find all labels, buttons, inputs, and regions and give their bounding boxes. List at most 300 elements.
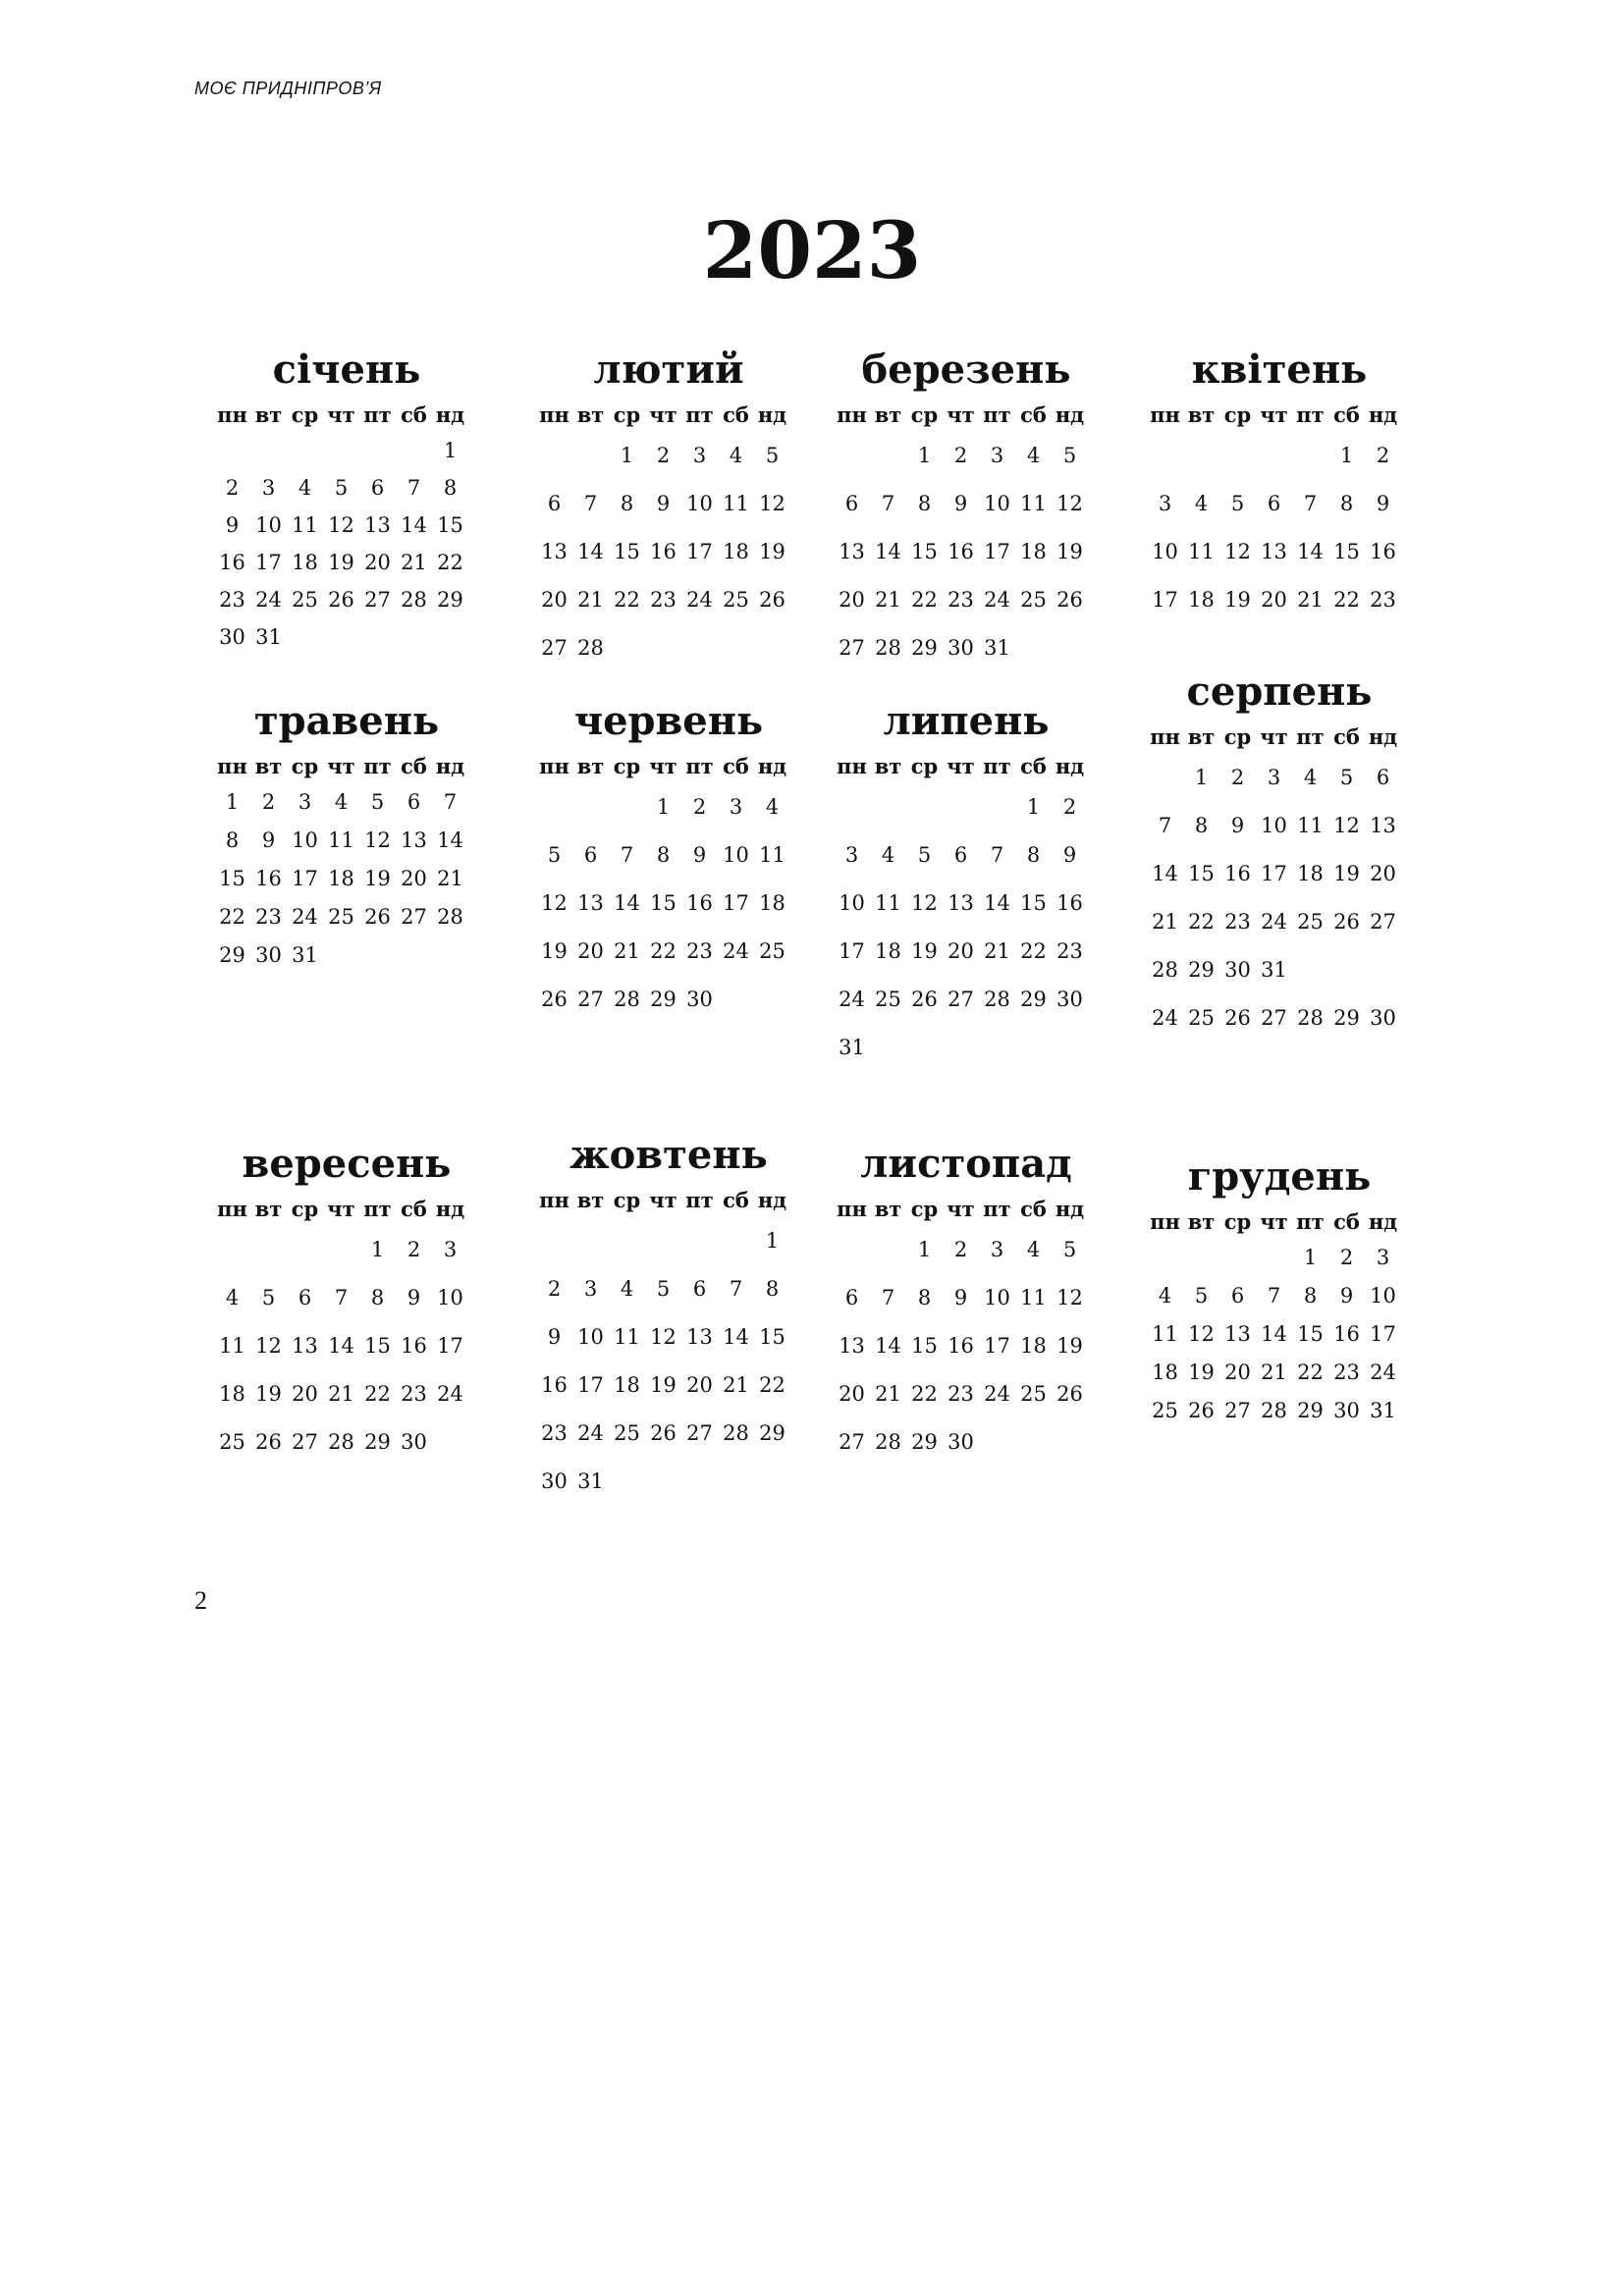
weekday-label: нд: [1055, 1197, 1085, 1221]
day-cell: 9: [1230, 814, 1245, 837]
weekday-label: нд: [757, 754, 787, 778]
day-cell: 29: [1020, 988, 1047, 1011]
day-cell: 30: [686, 988, 713, 1011]
month-7: [1147, 664, 1412, 1042]
weekday-label: сб: [1020, 754, 1047, 778]
day-cell: [1256, 432, 1292, 480]
day-cell: 13: [577, 891, 604, 915]
month-name: вересень: [242, 1141, 452, 1187]
weekday-header-row: [834, 750, 1099, 783]
day-cell: 8: [620, 492, 634, 515]
day-cell: 25: [292, 588, 318, 612]
week-row: [1147, 802, 1412, 850]
day-cell: 16: [947, 1334, 974, 1358]
weekday-label: ср: [910, 402, 939, 427]
day-cell: 11: [328, 828, 354, 852]
day-cell: [323, 618, 359, 656]
day-cell: 3: [443, 1238, 458, 1261]
day-cell: 13: [541, 540, 568, 563]
day-cell: 2: [1339, 1246, 1354, 1269]
day-cell: 2: [656, 444, 671, 467]
day-cell: 21: [437, 867, 463, 890]
weekday-label: пт: [685, 1188, 714, 1212]
day-cell: 3: [729, 795, 743, 819]
day-cell: 23: [1333, 1361, 1360, 1384]
day-cell: 16: [947, 540, 974, 563]
day-cell: 7: [1158, 814, 1172, 837]
day-cell: 21: [577, 588, 604, 612]
day-cell: 3: [990, 444, 1004, 467]
day-cell: 4: [1026, 444, 1041, 467]
weekday-header-row: [1147, 399, 1412, 432]
day-cell: 11: [875, 891, 901, 915]
day-cell: 20: [686, 1373, 713, 1397]
day-cell: 22: [1188, 910, 1215, 934]
weekday-label: чт: [649, 754, 677, 778]
day-cell: 4: [765, 795, 780, 819]
week-row: [1147, 946, 1412, 994]
day-cell: 16: [650, 540, 677, 563]
weekday-label: ср: [613, 754, 641, 778]
day-cell: 24: [839, 988, 865, 1011]
weekday-label: сб: [1333, 402, 1360, 427]
month-name: листопад: [860, 1141, 1072, 1187]
day-cell: 23: [947, 1382, 974, 1406]
day-cell: [1015, 1418, 1052, 1467]
weekday-label: вт: [1187, 724, 1216, 749]
weekday-label: нд: [1368, 402, 1398, 427]
day-cell: 2: [1230, 766, 1245, 789]
day-cell: 22: [650, 939, 677, 963]
day-cell: [359, 936, 396, 975]
week-row: [536, 880, 801, 928]
week-row: [1147, 1239, 1412, 1277]
day-cell: 1: [1026, 795, 1041, 819]
day-cell: [609, 1458, 645, 1506]
day-cell: 9: [656, 492, 671, 515]
day-cell: 19: [650, 1373, 677, 1397]
day-cell: 14: [723, 1325, 749, 1349]
day-cell: 11: [1188, 540, 1215, 563]
week-row: [834, 1024, 1099, 1072]
day-cell: 30: [1056, 988, 1083, 1011]
day-cell: [359, 432, 396, 469]
day-cell: 18: [1020, 1334, 1047, 1358]
day-cell: 11: [292, 513, 318, 537]
day-cell: 23: [219, 588, 245, 612]
day-cell: 29: [911, 636, 938, 660]
month-2: [834, 342, 1099, 672]
day-cell: 13: [839, 1334, 865, 1358]
weekday-label: пт: [1296, 724, 1325, 749]
day-cell: 10: [984, 492, 1010, 515]
week-row: [1147, 898, 1412, 946]
month-name: травень: [253, 698, 440, 744]
week-row: [214, 936, 479, 975]
day-cell: 6: [844, 1286, 859, 1309]
weekday-label: пн: [539, 402, 569, 427]
day-cell: 5: [334, 476, 349, 500]
day-cell: [1219, 1239, 1256, 1277]
day-cell: 1: [1339, 444, 1354, 467]
day-cell: 25: [219, 1430, 245, 1454]
week-row: [214, 432, 479, 469]
day-cell: 22: [219, 905, 245, 929]
day-cell: 7: [881, 1286, 895, 1309]
day-cell: 20: [1224, 1361, 1251, 1384]
day-cell: 6: [1230, 1284, 1245, 1308]
week-row: [834, 432, 1099, 480]
weekday-header-row: [214, 1193, 479, 1226]
day-cell: 26: [1333, 910, 1360, 934]
day-cell: 6: [370, 476, 385, 500]
week-row: [536, 624, 801, 672]
weekday-label: вт: [874, 402, 902, 427]
day-cell: [572, 432, 609, 480]
day-cell: 18: [292, 551, 318, 574]
day-cell: [754, 1458, 790, 1506]
weekday-header-row: [536, 750, 801, 783]
day-cell: 7: [881, 492, 895, 515]
day-cell: 8: [1026, 843, 1041, 867]
day-cell: 31: [839, 1036, 865, 1059]
weekday-label: пт: [363, 1197, 392, 1221]
weekday-label: пт: [983, 754, 1011, 778]
day-cell: 17: [1261, 862, 1287, 885]
weekday-label: чт: [947, 402, 975, 427]
day-cell: 28: [577, 636, 604, 660]
day-cell: 6: [1376, 766, 1390, 789]
day-cell: 14: [1152, 862, 1178, 885]
day-cell: 6: [844, 492, 859, 515]
day-cell: 30: [947, 636, 974, 660]
month-name: березень: [861, 347, 1071, 393]
weekday-label: сб: [1020, 402, 1047, 427]
day-cell: 25: [328, 905, 354, 929]
week-row: [1147, 480, 1412, 528]
weekday-label: вт: [254, 1197, 283, 1221]
day-cell: 28: [328, 1430, 354, 1454]
week-row: [214, 1418, 479, 1467]
day-cell: 9: [692, 843, 707, 867]
day-cell: 5: [656, 1277, 671, 1301]
day-cell: 8: [443, 476, 458, 500]
week-row: [536, 831, 801, 880]
weekday-label: чт: [1260, 724, 1288, 749]
day-cell: 22: [437, 551, 463, 574]
day-cell: 12: [364, 828, 391, 852]
weekday-label: ср: [291, 754, 319, 778]
month-name: червень: [573, 698, 764, 744]
week-row: [1147, 1277, 1412, 1315]
day-cell: 21: [875, 1382, 901, 1406]
month-3: [1147, 342, 1412, 624]
weekday-label: нд: [1368, 1209, 1398, 1234]
week-row: [834, 976, 1099, 1024]
weekday-label: вт: [874, 1197, 902, 1221]
week-row: [834, 624, 1099, 672]
day-cell: 31: [577, 1469, 604, 1493]
day-cell: 5: [1062, 444, 1077, 467]
day-cell: 23: [650, 588, 677, 612]
day-cell: 8: [917, 492, 932, 515]
weekday-label: вт: [576, 1188, 605, 1212]
weekday-label: ср: [910, 1197, 939, 1221]
day-cell: 27: [364, 588, 391, 612]
day-cell: 28: [875, 1430, 901, 1454]
week-row: [536, 783, 801, 831]
day-cell: 3: [1376, 1246, 1390, 1269]
day-cell: 26: [911, 988, 938, 1011]
month-4: [214, 693, 479, 975]
day-cell: 12: [650, 1325, 677, 1349]
month-1: [536, 342, 801, 672]
weekday-label: пн: [1150, 724, 1180, 749]
day-cell: 3: [1267, 766, 1281, 789]
weekday-header-row: [1147, 1205, 1412, 1239]
day-cell: 4: [1026, 1238, 1041, 1261]
day-cell: 26: [541, 988, 568, 1011]
day-cell: 11: [759, 843, 785, 867]
week-row: [214, 822, 479, 860]
month-name: квітень: [1191, 347, 1368, 393]
day-cell: 27: [577, 988, 604, 1011]
day-cell: [1015, 1024, 1052, 1072]
day-cell: 15: [1297, 1322, 1324, 1346]
day-cell: 7: [334, 1286, 349, 1309]
day-cell: 10: [984, 1286, 1010, 1309]
day-cell: 6: [406, 790, 421, 814]
day-cell: 16: [1224, 862, 1251, 885]
day-cell: 14: [984, 891, 1010, 915]
day-cell: 25: [1020, 588, 1047, 612]
weekday-label: пн: [217, 754, 247, 778]
weekday-label: ср: [910, 754, 939, 778]
day-cell: 12: [1056, 492, 1083, 515]
day-cell: 1: [1303, 1246, 1318, 1269]
day-cell: 13: [401, 828, 427, 852]
day-cell: [250, 1226, 287, 1274]
day-cell: 11: [1297, 814, 1324, 837]
day-cell: [979, 1024, 1015, 1072]
day-cell: [681, 1217, 718, 1265]
day-cell: 28: [401, 588, 427, 612]
day-cell: 29: [1333, 1006, 1360, 1030]
day-cell: 18: [219, 1382, 245, 1406]
day-cell: 11: [219, 1334, 245, 1358]
day-cell: [906, 783, 943, 831]
weekday-label: пт: [363, 754, 392, 778]
day-cell: 20: [292, 1382, 318, 1406]
day-cell: 27: [839, 636, 865, 660]
week-row: [1147, 754, 1412, 802]
day-cell: 17: [1152, 588, 1178, 612]
day-cell: [1328, 946, 1365, 994]
day-cell: [1052, 624, 1088, 672]
day-cell: 23: [255, 905, 282, 929]
day-cell: 17: [686, 540, 713, 563]
day-cell: 14: [1261, 1322, 1287, 1346]
day-cell: 12: [759, 492, 785, 515]
week-row: [536, 1217, 801, 1265]
day-cell: 10: [686, 492, 713, 515]
day-cell: 19: [541, 939, 568, 963]
weekday-label: пн: [837, 1197, 867, 1221]
day-cell: 30: [1370, 1006, 1396, 1030]
weekday-label: чт: [327, 754, 355, 778]
day-cell: 22: [1333, 588, 1360, 612]
weekday-label: нд: [435, 754, 465, 778]
day-cell: 5: [547, 843, 562, 867]
day-cell: 14: [875, 540, 901, 563]
day-cell: [979, 1418, 1015, 1467]
day-cell: 11: [614, 1325, 640, 1349]
day-cell: 19: [328, 551, 354, 574]
week-row: [214, 469, 479, 507]
day-cell: [1183, 1239, 1219, 1277]
day-cell: 31: [1370, 1399, 1396, 1422]
weekday-label: ср: [1223, 1209, 1252, 1234]
month-9: [536, 1127, 801, 1506]
day-cell: 25: [1020, 1382, 1047, 1406]
day-cell: 10: [839, 891, 865, 915]
day-cell: [214, 1226, 250, 1274]
weekday-label: пн: [217, 1197, 247, 1221]
day-cell: 13: [947, 891, 974, 915]
day-cell: 27: [1261, 1006, 1287, 1030]
day-cell: [287, 618, 323, 656]
day-cell: 8: [1194, 814, 1209, 837]
weekday-label: нд: [435, 1197, 465, 1221]
day-cell: 26: [364, 905, 391, 929]
day-cell: 22: [759, 1373, 785, 1397]
weekday-label: вт: [576, 402, 605, 427]
month-8: [214, 1136, 479, 1467]
day-cell: 10: [255, 513, 282, 537]
week-row: [1147, 1315, 1412, 1354]
weekday-label: пн: [539, 754, 569, 778]
week-row: [536, 928, 801, 976]
day-cell: 13: [292, 1334, 318, 1358]
day-cell: 7: [990, 843, 1004, 867]
week-row: [834, 576, 1099, 624]
day-cell: 16: [1370, 540, 1396, 563]
week-row: [834, 1370, 1099, 1418]
day-cell: 16: [686, 891, 713, 915]
day-cell: 16: [541, 1373, 568, 1397]
day-cell: 3: [990, 1238, 1004, 1261]
day-cell: 30: [255, 943, 282, 967]
day-cell: 20: [839, 1382, 865, 1406]
day-cell: [287, 432, 323, 469]
weekday-label: вт: [254, 754, 283, 778]
week-row: [1147, 432, 1412, 480]
day-cell: 17: [437, 1334, 463, 1358]
day-cell: 26: [1224, 1006, 1251, 1030]
weekday-label: чт: [649, 1188, 677, 1212]
day-cell: 25: [1188, 1006, 1215, 1030]
day-cell: 1: [765, 1229, 780, 1253]
weekday-label: сб: [723, 754, 749, 778]
day-cell: [645, 1217, 681, 1265]
day-cell: 5: [765, 444, 780, 467]
day-cell: 4: [620, 1277, 634, 1301]
day-cell: [572, 783, 609, 831]
day-cell: 1: [225, 790, 240, 814]
day-cell: 6: [953, 843, 968, 867]
day-cell: 24: [984, 1382, 1010, 1406]
day-cell: 3: [844, 843, 859, 867]
week-row: [214, 581, 479, 618]
month-10: [834, 1136, 1099, 1467]
day-cell: 3: [1158, 492, 1172, 515]
page-number: 2: [194, 1586, 207, 1615]
day-cell: 20: [1261, 588, 1287, 612]
day-cell: 30: [947, 1430, 974, 1454]
day-cell: 21: [328, 1382, 354, 1406]
day-cell: 10: [723, 843, 749, 867]
weekday-label: пт: [1296, 1209, 1325, 1234]
day-cell: 22: [614, 588, 640, 612]
day-cell: 4: [1194, 492, 1209, 515]
week-row: [834, 831, 1099, 880]
day-cell: 31: [1261, 958, 1287, 982]
day-cell: 21: [875, 588, 901, 612]
day-cell: 21: [1297, 588, 1324, 612]
day-cell: 15: [911, 540, 938, 563]
day-cell: 19: [759, 540, 785, 563]
day-cell: 11: [723, 492, 749, 515]
day-cell: [609, 1217, 645, 1265]
year-title: 2023: [702, 204, 922, 296]
day-cell: 28: [437, 905, 463, 929]
weekday-header-row: [536, 399, 801, 432]
day-cell: 5: [1339, 766, 1354, 789]
week-row: [834, 1274, 1099, 1322]
week-row: [214, 1322, 479, 1370]
day-cell: 23: [401, 1382, 427, 1406]
day-cell: 9: [953, 492, 968, 515]
weekday-label: чт: [1260, 1209, 1288, 1234]
day-cell: 2: [406, 1238, 421, 1261]
day-cell: 5: [917, 843, 932, 867]
weekday-header-row: [834, 399, 1099, 432]
day-cell: 17: [1370, 1322, 1396, 1346]
day-cell: 2: [261, 790, 276, 814]
day-cell: 12: [328, 513, 354, 537]
day-cell: [870, 1024, 906, 1072]
day-cell: 30: [1333, 1399, 1360, 1422]
day-cell: [681, 1458, 718, 1506]
day-cell: 6: [692, 1277, 707, 1301]
day-cell: 17: [839, 939, 865, 963]
day-cell: 3: [298, 790, 312, 814]
weekday-label: вт: [254, 402, 283, 427]
day-cell: [1292, 432, 1328, 480]
day-cell: 25: [1152, 1399, 1178, 1422]
day-cell: 7: [620, 843, 634, 867]
day-cell: 4: [334, 790, 349, 814]
day-cell: 24: [292, 905, 318, 929]
day-cell: 26: [1056, 1382, 1083, 1406]
week-row: [1147, 850, 1412, 898]
day-cell: 15: [1188, 862, 1215, 885]
week-row: [536, 480, 801, 528]
day-cell: [396, 936, 432, 975]
day-cell: 27: [839, 1430, 865, 1454]
weekday-label: пт: [1296, 402, 1325, 427]
day-cell: 2: [225, 476, 240, 500]
